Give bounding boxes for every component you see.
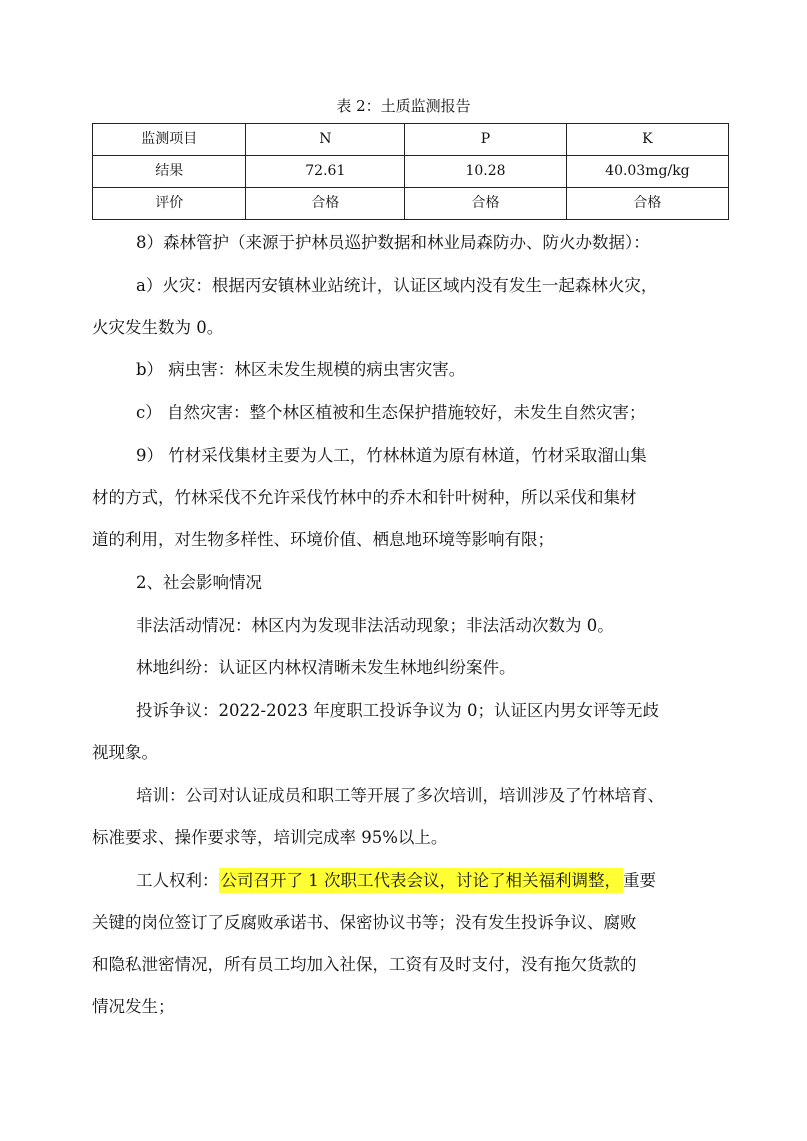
table-caption: 表 2：土质监测报告 <box>336 97 471 115</box>
paragraph-worker-rights-line3: 和隐私泄密情况，所有员工均加入社保，工资有及时支付，没有拖欠货款的 <box>92 955 637 974</box>
table-header-row <box>93 124 729 156</box>
table-header-cell: 监测项目 <box>93 124 246 156</box>
paragraph-complaints-line1: 投诉争议：2022-2023 年度职工投诉争议为 0；认证区内男女评等无歧 <box>136 701 660 720</box>
paragraph-fire-line2: 火灾发生数为 0。 <box>92 318 224 337</box>
paragraph-worker-rights-line4: 情况发生； <box>92 997 175 1016</box>
worker-rights-prefix: 工人权利： <box>136 871 219 890</box>
paragraph-training-line2: 标准要求、操作要求等，培训完成率 95%以上。 <box>92 828 448 847</box>
paragraph-pests: b） 病虫害：林区未发生规模的病虫害灾害。 <box>136 360 466 379</box>
paragraph-harvest-line1: 9） 竹材采伐集材主要为人工，竹林林道为原有林道，竹材采取溜山集 <box>136 446 647 465</box>
paragraph-land-dispute: 林地纠纷：认证区内林权清晰未发生林地纠纷案件。 <box>136 658 516 677</box>
table-cell: 72.61 <box>246 156 405 188</box>
table-cell: 10.28 <box>405 156 567 188</box>
soil-monitoring-table <box>92 123 729 220</box>
table-cell: 结果 <box>93 156 246 188</box>
paragraph-natural-disaster: c） 自然灾害：整个林区植被和生态保护措施较好，未发生自然灾害； <box>136 403 646 422</box>
table-cell: 合格 <box>566 188 728 220</box>
table-cell: 合格 <box>405 188 567 220</box>
paragraph-fire-line1: a）火灾：根据丙安镇林业站统计，认证区域内没有发生一起森林火灾， <box>136 276 658 295</box>
paragraph-illegal-activity: 非法活动情况：林区内为发现非法活动现象；非法活动次数为 0。 <box>136 616 614 635</box>
table-header-cell: N <box>246 124 405 156</box>
paragraph-worker-rights-line1 <box>136 871 736 891</box>
section-heading-social-impact: 2、社会影响情况 <box>136 573 262 592</box>
table-cell: 合格 <box>246 188 405 220</box>
paragraph-harvest-line2: 材的方式，竹林采伐不允许采伐竹林中的乔木和针叶树种，所以采伐和集材 <box>92 488 637 507</box>
highlighted-text: 公司召开了 1 次职工代表会议，讨论了相关福利调整， <box>219 868 624 893</box>
paragraph-forest-management: 8）森林管护（来源于护林员巡护数据和林业局森防办、防火办数据）： <box>136 233 650 252</box>
worker-rights-suffix: 重要 <box>623 871 656 890</box>
table-cell: 评价 <box>93 188 246 220</box>
paragraph-training-line1: 培训：公司对认证成员和职工等开展了多次培训，培训涉及了竹林培育、 <box>136 786 664 805</box>
table-row <box>93 156 729 188</box>
paragraph-harvest-line3: 道的利用，对生物多样性、环境价值、栖息地环境等影响有限； <box>92 530 554 549</box>
table-row <box>93 188 729 220</box>
paragraph-complaints-line2: 视现象。 <box>92 743 158 762</box>
table-header-cell: K <box>566 124 728 156</box>
table-cell: 40.03mg/kg <box>566 156 728 188</box>
table-header-cell: P <box>405 124 567 156</box>
paragraph-worker-rights-line2: 关键的岗位签订了反腐败承诺书、保密协议书等；没有发生投诉争议、腐败 <box>92 913 637 932</box>
